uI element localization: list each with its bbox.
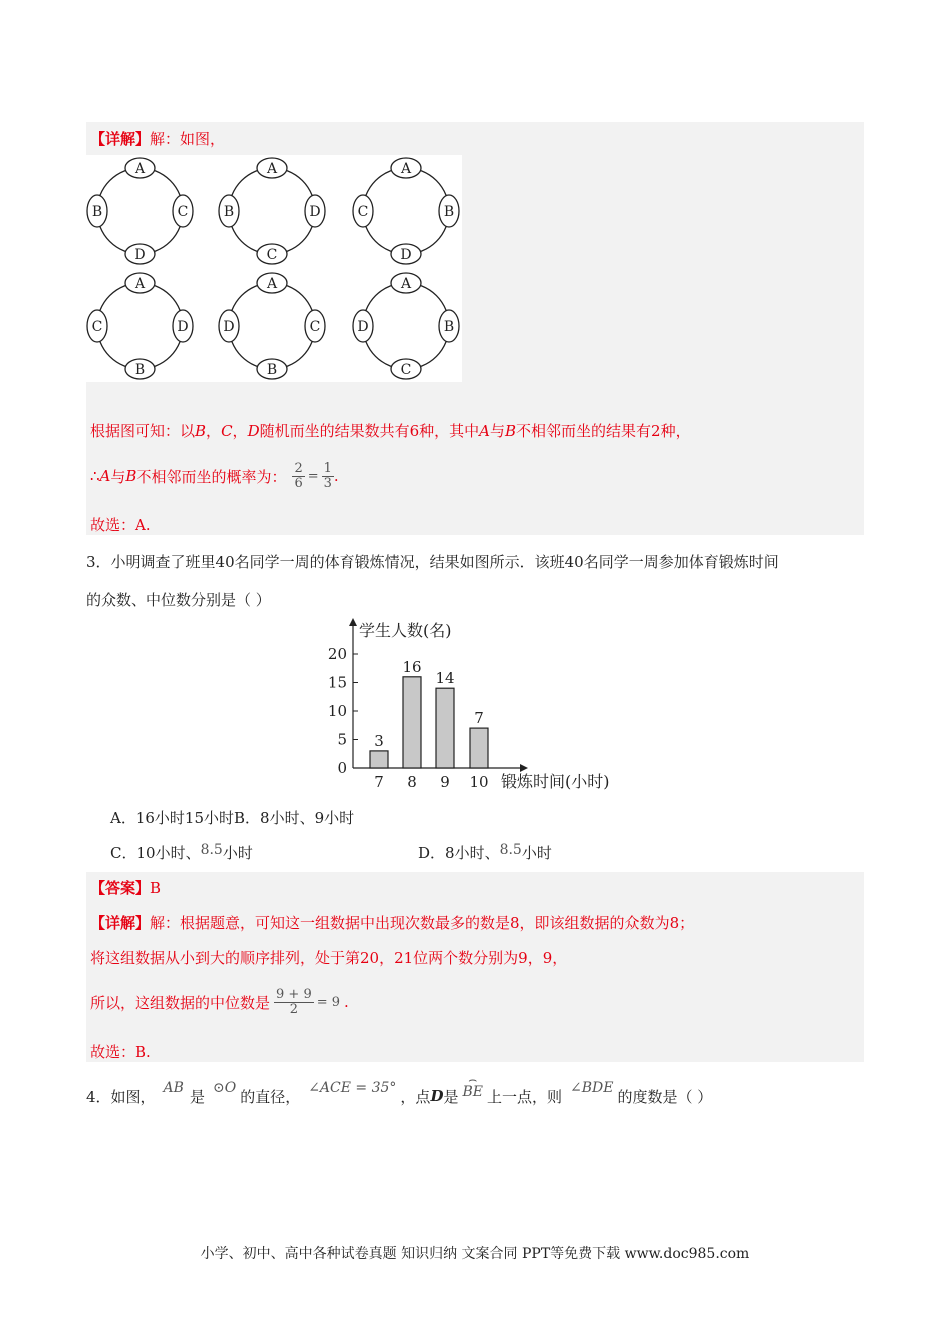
seat-label: C xyxy=(357,204,369,220)
detail-line-3b xyxy=(90,947,567,968)
arc-label: BE xyxy=(462,1084,483,1100)
var-a: A xyxy=(99,467,111,485)
fraction-median xyxy=(274,988,314,1017)
seat-label: D xyxy=(134,247,146,263)
table-circle xyxy=(229,283,315,369)
question-text: 的度数是（ ） xyxy=(617,1087,713,1106)
question-text: 3．小明调查了班里40名同学一周的体育锻炼情况，结果如图所示．该班40名同学一周参加体育锻炼时间 xyxy=(86,553,779,571)
seat-label: A xyxy=(266,276,278,292)
seat-diagram xyxy=(353,273,459,379)
seat-label: B xyxy=(134,362,146,378)
detail-text: 解：根据题意，可知这一组数据中出现次数最多的数是8，即该组数据的众数为8； xyxy=(150,914,695,932)
math-circle-o: ⊙O xyxy=(212,1080,237,1096)
footer-text: 小学、初中、高中各种试卷真题 知识归纳 文案合同 PPT等免费下载 www.doc985.com xyxy=(200,1246,750,1262)
var-d: D xyxy=(247,422,260,440)
seat-label: A xyxy=(134,161,146,177)
seat-label: C xyxy=(266,247,278,263)
seat-label: A xyxy=(266,161,278,177)
y-tick-label: 5 xyxy=(337,730,347,749)
detail-text: 解：如图， xyxy=(150,130,226,148)
seat-diagram xyxy=(219,273,325,379)
table-circle xyxy=(363,283,449,369)
fraction-1-3 xyxy=(322,462,334,491)
option-c-value: 8.5 xyxy=(200,842,223,858)
t: 随机而坐的结果数共有6种，其中 xyxy=(259,422,480,440)
option-d-unit: 小时 xyxy=(521,844,552,862)
numerator: 9 + 9 xyxy=(276,986,312,1002)
option-d xyxy=(418,842,552,863)
math-angle-bde: ∠BDE xyxy=(570,1080,614,1096)
detail-line-3a xyxy=(90,912,694,933)
bar-chart xyxy=(315,612,635,800)
option-d-text: D．8小时、 xyxy=(418,844,500,862)
var-b: B xyxy=(195,422,207,440)
y-axis-label: 学生人数(名) xyxy=(359,621,452,640)
denominator: 6 xyxy=(294,475,303,491)
math-angle-ace: ∠ACE = 35° xyxy=(308,1080,397,1096)
probability-line xyxy=(90,456,339,496)
equals: = xyxy=(307,468,319,484)
question-4-line xyxy=(86,1072,713,1114)
answer-line xyxy=(90,877,161,898)
detail-label: 【详解】 xyxy=(90,130,151,148)
option-c xyxy=(110,842,253,863)
x-axis-arrow xyxy=(520,764,528,772)
question-text: 的直径， xyxy=(240,1087,301,1106)
option-a-text: A．16小时15小时 xyxy=(110,809,235,827)
fraction-2-6 xyxy=(292,462,304,491)
bar-value-label: 7 xyxy=(474,709,484,728)
bar-value-label: 14 xyxy=(435,669,455,688)
bar-value-label: 16 xyxy=(402,657,422,676)
var-a: A xyxy=(479,422,490,440)
period: . xyxy=(344,993,349,1011)
bar-chart-svg xyxy=(315,612,635,800)
y-axis-arrow xyxy=(349,618,357,626)
table-circle xyxy=(97,283,183,369)
t: ， xyxy=(232,422,248,440)
arc-mark: ⌢ xyxy=(468,1072,478,1088)
question-text: 4．如图， xyxy=(86,1087,156,1106)
var-c: C xyxy=(221,422,233,440)
equals-nine: = 9 xyxy=(316,994,341,1010)
numerator: 2 xyxy=(294,460,303,476)
question-text: 是 xyxy=(443,1087,459,1106)
seat-diagram xyxy=(353,158,459,264)
t: ， xyxy=(206,422,222,440)
table-circle xyxy=(97,168,183,254)
seat-label: D xyxy=(177,319,189,335)
math-arc-be xyxy=(462,1072,483,1100)
answer-label: 【答案】 xyxy=(90,879,151,897)
t: 不相邻而坐的概率为： xyxy=(136,467,287,486)
denominator: 3 xyxy=(323,475,332,491)
choice-line-3 xyxy=(90,1041,151,1062)
seat-label: A xyxy=(134,276,146,292)
option-c-text: C．10小时、 xyxy=(110,844,201,862)
option-d-value: 8.5 xyxy=(499,842,522,858)
detail-line-1 xyxy=(90,128,225,149)
detail-text: 将这组数据从小到大的顺序排列，处于第20，21位两个数分别为9，9， xyxy=(90,949,568,967)
seat-label: D xyxy=(400,247,412,263)
seat-diagrams-figure xyxy=(86,155,462,382)
x-tick-label: 7 xyxy=(374,773,384,791)
seat-diagram xyxy=(87,158,193,264)
x-axis-label: 锻炼时间(小时) xyxy=(501,772,610,791)
y-tick-label: 10 xyxy=(327,702,347,720)
detail-label: 【详解】 xyxy=(90,914,151,932)
question-3-line-2 xyxy=(86,589,271,610)
seat-label: A xyxy=(400,161,412,177)
question-text: 是 xyxy=(189,1087,205,1106)
choice-text: 故选：B. xyxy=(90,1043,151,1061)
question-text: 的众数、中位数分别是（ ） xyxy=(86,591,271,609)
answer-value: B xyxy=(150,879,162,897)
median-line xyxy=(90,982,349,1022)
y-tick-label: 0 xyxy=(337,759,347,777)
seat-label: C xyxy=(177,204,189,220)
y-tick-label: 20 xyxy=(327,645,347,663)
seat-label: D xyxy=(309,204,321,220)
option-b-text: B．8小时、9小时 xyxy=(234,809,355,827)
therefore-symbol: ∴ xyxy=(90,467,100,485)
x-tick-label: 9 xyxy=(440,773,450,791)
table-circle xyxy=(363,168,449,254)
x-tick-label: 10 xyxy=(469,773,489,791)
bar xyxy=(470,728,488,768)
seat-label: C xyxy=(91,319,103,335)
option-c-unit: 小时 xyxy=(222,844,253,862)
seat-label: B xyxy=(443,319,455,335)
t: 与 xyxy=(489,422,505,440)
seat-label: D xyxy=(223,319,235,335)
seat-diagrams-svg xyxy=(86,155,462,382)
question-text: 上一点，则 xyxy=(486,1087,562,1106)
x-tick-label: 8 xyxy=(407,773,417,791)
seat-label: B xyxy=(443,204,455,220)
seat-label: A xyxy=(400,276,412,292)
question-3-line-1 xyxy=(86,551,779,572)
result-line xyxy=(90,420,691,441)
numerator: 1 xyxy=(323,460,332,476)
seat-label: B xyxy=(91,204,103,220)
seat-diagram xyxy=(219,158,325,264)
choice-line-1 xyxy=(90,514,151,535)
question-text: ，点 xyxy=(400,1087,431,1106)
math-ab: AB xyxy=(163,1080,184,1096)
choice-text: 故选：A. xyxy=(90,516,151,534)
denominator: 2 xyxy=(289,1001,298,1017)
table-circle xyxy=(229,168,315,254)
page-footer xyxy=(0,1243,950,1263)
y-tick-label: 15 xyxy=(327,673,347,692)
bar-value-label: 3 xyxy=(374,731,384,750)
bar xyxy=(370,751,388,768)
seat-diagram xyxy=(87,273,193,379)
t: 不相邻而坐的结果有2种， xyxy=(516,422,691,440)
option-a xyxy=(110,807,354,828)
period: . xyxy=(333,467,339,485)
t: 根据图可知：以 xyxy=(90,422,196,440)
seat-label: D xyxy=(357,319,369,335)
t: 与 xyxy=(110,467,126,486)
var-d: D xyxy=(430,1087,444,1105)
seat-label: C xyxy=(309,319,321,335)
detail-text: 所以，这组数据的中位数是 xyxy=(90,993,271,1012)
seat-label: C xyxy=(400,362,412,378)
var-b: B xyxy=(505,422,517,440)
seat-label: B xyxy=(266,362,278,378)
bar xyxy=(403,677,421,768)
bar xyxy=(436,688,454,768)
var-b: B xyxy=(125,467,137,485)
seat-label: B xyxy=(223,204,235,220)
